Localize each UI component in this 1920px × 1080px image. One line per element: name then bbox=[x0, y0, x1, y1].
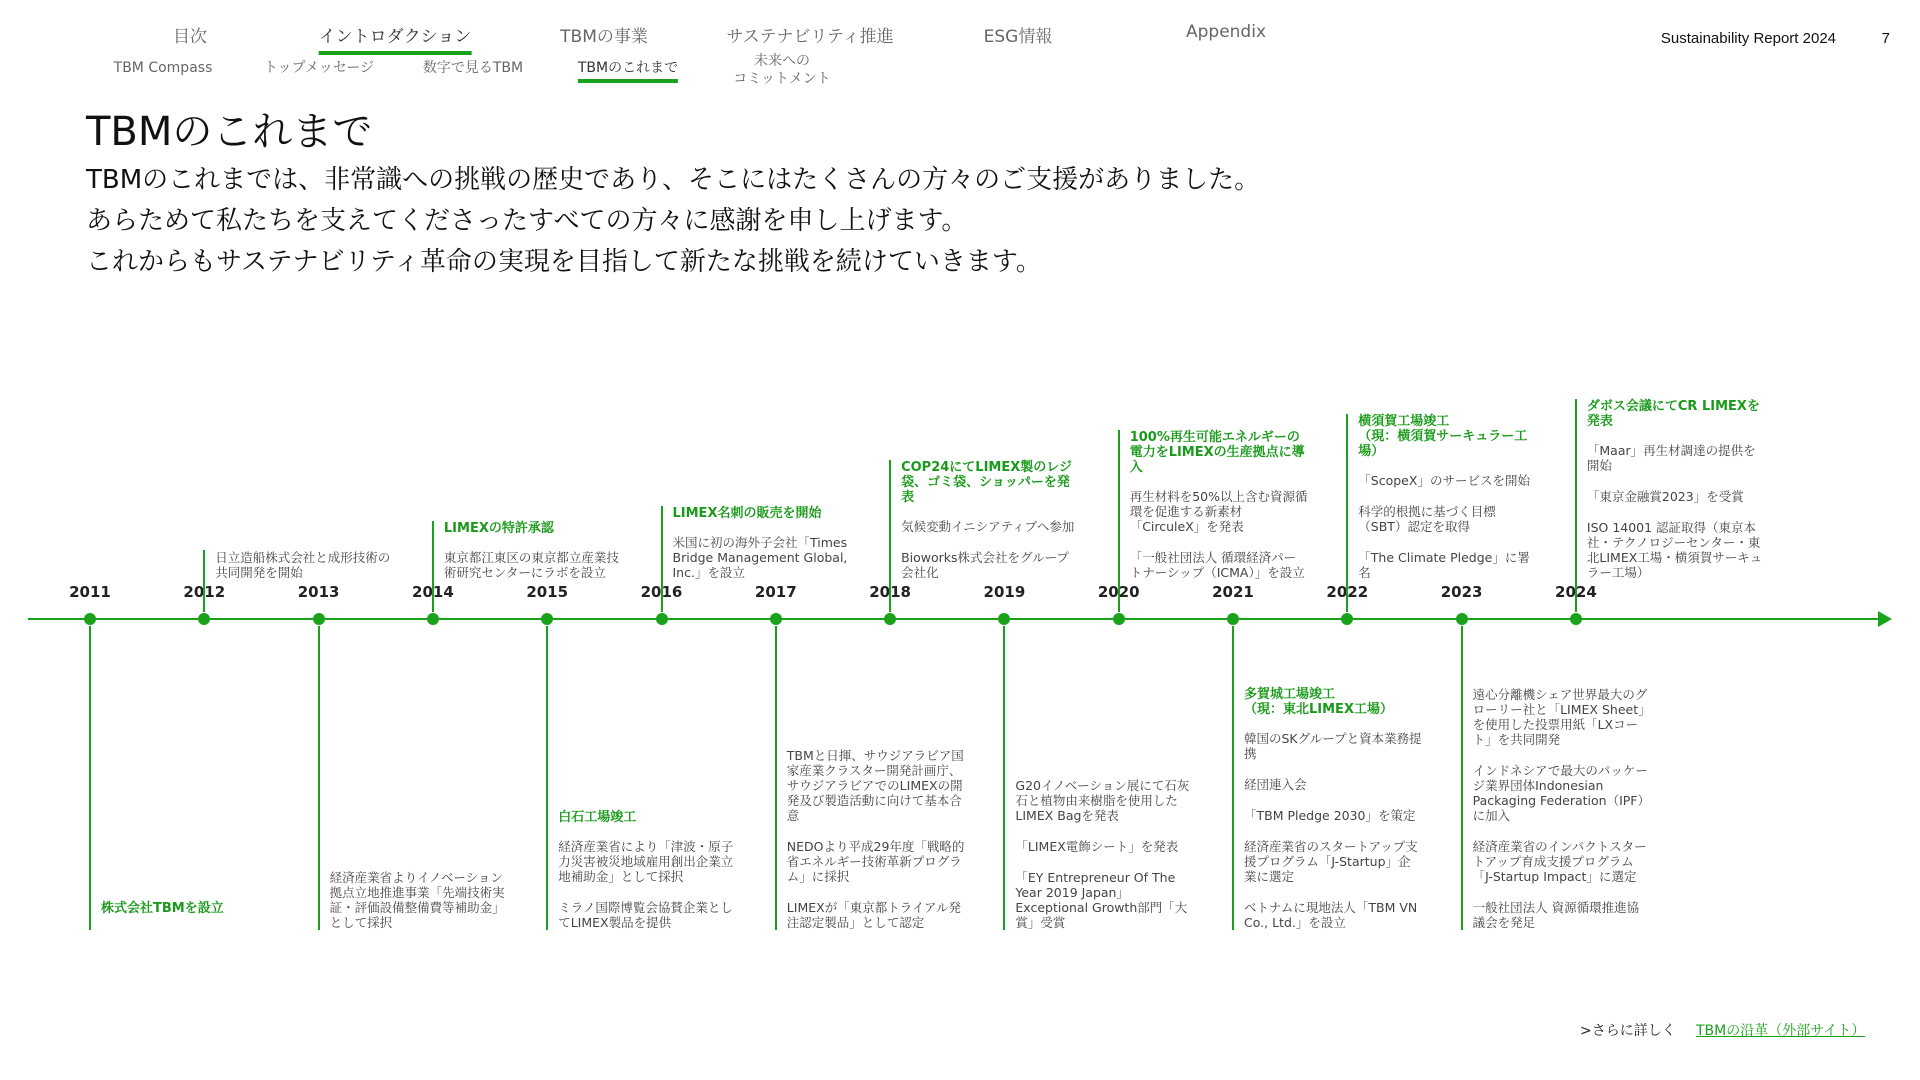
subnav-tbm-history[interactable]: TBMのこれまで bbox=[578, 59, 678, 83]
page-title: TBMのこれまで bbox=[86, 109, 373, 155]
event-item: 「TBM Pledge 2030」を策定 bbox=[1244, 808, 1416, 823]
year-marker bbox=[1456, 613, 1468, 625]
year-label: 2012 bbox=[183, 583, 226, 601]
year-marker bbox=[770, 613, 782, 625]
event-title: COP24にてLIMEX製のレジ袋、ゴミ袋、ショッパーを発表 bbox=[901, 460, 1072, 505]
event-item: 科学的根拠に基づく目標（SBT）認定を取得 bbox=[1358, 504, 1496, 534]
year-marker bbox=[427, 613, 439, 625]
year-label: 2016 bbox=[640, 583, 683, 601]
report-title: Sustainability Report 2024 bbox=[1660, 30, 1836, 47]
year-label: 2015 bbox=[526, 583, 569, 601]
event-item: TBMと日揮、サウジアラビア国家産業クラスター開発計画庁、サウジアラビアでのLIMEXの開発及び製造活動に向けて基本合意 bbox=[786, 748, 964, 823]
intro-line: TBMのこれまでは、非常識への挑戦の歴史であり、そこにはたくさんの方々のご支援がありました。 bbox=[86, 165, 1261, 195]
event-item: NEDOより平成29年度「戦略的省エネルギー技術革新プログラム」に採択 bbox=[786, 839, 965, 884]
nav-tab-appendix[interactable]: Appendix bbox=[1185, 22, 1267, 42]
timeline-event bbox=[661, 506, 851, 612]
year-label: 2019 bbox=[983, 583, 1026, 601]
timeline-event bbox=[89, 626, 279, 930]
event-item: 「一般社団法人 循環経済パートナーシップ（ICMA）」を設立 bbox=[1129, 550, 1305, 580]
timeline-event bbox=[1461, 626, 1651, 930]
event-item: 日立造船株式会社と成形技術の共同開発を開始 bbox=[215, 550, 391, 580]
event-item: インドネシアで最大のパッケージ業界団体Indonesian Packaging Federation（IPF）に加入 bbox=[1472, 763, 1650, 823]
event-title: 100%再生可能エネルギーの電力をLIMEXの生産拠点に導入 bbox=[1129, 430, 1305, 475]
subnav-tbm-in-numbers[interactable]: 数字で見るTBM bbox=[422, 60, 524, 76]
event-item: 経済産業省により「津波・原子力災害被災地域雇用創出企業立地補助金」として採択 bbox=[558, 839, 734, 884]
year-marker bbox=[1341, 613, 1353, 625]
timeline-event bbox=[889, 460, 1079, 612]
event-title: LIMEXの特許承認 bbox=[443, 521, 554, 536]
event-item: 「Maar」再生材調達の提供を開始 bbox=[1586, 443, 1756, 473]
more-details-label: >さらに詳しく bbox=[1580, 1023, 1676, 1039]
event-item: Bioworks株式会社をグループ会社化 bbox=[901, 550, 1070, 580]
year-marker bbox=[84, 613, 96, 625]
timeline-event bbox=[546, 626, 736, 930]
year-marker bbox=[313, 613, 325, 625]
event-title: 白石工場竣工 bbox=[558, 810, 637, 825]
timeline-event bbox=[1118, 430, 1308, 612]
subnav-future-commitment[interactable]: 未来への コミットメント bbox=[733, 53, 831, 87]
year-label: 2011 bbox=[69, 583, 111, 601]
event-item: ISO 14001 認証取得（東京本社・テクノロジーセンター・東北LIMEX工場・横須賀サーキュラー工場） bbox=[1586, 520, 1763, 580]
event-title: 株式会社TBMを設立 bbox=[101, 901, 224, 916]
year-marker bbox=[541, 613, 553, 625]
event-item: 「EY Entrepreneur Of The Year 2019 Japan」Exceptional Growth部門「大賞」受賞 bbox=[1015, 870, 1188, 930]
intro-text bbox=[86, 160, 1260, 283]
event-item: 「東京金融賞2023」を受賞 bbox=[1586, 489, 1744, 504]
timeline-event bbox=[1003, 626, 1193, 930]
event-item: 遠心分離機シェア世界最大のグローリー社と「LIMEX Sheet」を使用した投票用紙「LXコート」を共同開発 bbox=[1472, 687, 1651, 747]
event-item: 「ScopeX」のサービスを開始 bbox=[1358, 473, 1530, 488]
timeline-event bbox=[432, 521, 622, 612]
nav-tab-esg[interactable]: ESG情報 bbox=[983, 27, 1053, 47]
event-title: LIMEX名刺の販売を開始 bbox=[672, 506, 822, 521]
timeline-event bbox=[1346, 414, 1536, 612]
year-label: 2023 bbox=[1440, 583, 1483, 601]
event-item: 再生材料を50%以上含む資源循環を促進する新素材「CirculeX」を発表 bbox=[1129, 489, 1308, 534]
tbm-history-external-link[interactable]: TBMの沿革（外部サイト） bbox=[1696, 1023, 1866, 1039]
page-number: 7 bbox=[1881, 30, 1890, 47]
subnav-top-message[interactable]: トップメッセージ bbox=[263, 60, 375, 76]
event-title: ダボス会議にてCR LIMEXを発表 bbox=[1586, 399, 1760, 429]
year-label: 2013 bbox=[297, 583, 340, 601]
year-label: 2022 bbox=[1326, 583, 1369, 601]
year-label: 2021 bbox=[1212, 583, 1254, 601]
timeline-event bbox=[775, 626, 965, 930]
event-item: 米国に初の海外子会社「Times Bridge Management Global, Inc.」を設立 bbox=[672, 535, 848, 580]
timeline-event bbox=[1575, 399, 1765, 612]
nav-tab-contents[interactable]: 目次 bbox=[173, 27, 207, 47]
year-marker bbox=[1227, 613, 1239, 625]
year-marker bbox=[1570, 613, 1582, 625]
event-item: 気候変動イニシアティブへ参加 bbox=[901, 519, 1075, 534]
event-item: 経済産業省よりイノベーション拠点立地推進事業「先端技術実証・評価設備整備費等補助金」として採択 bbox=[329, 870, 505, 930]
event-item: 経団連入会 bbox=[1244, 777, 1307, 792]
year-label: 2014 bbox=[412, 583, 454, 601]
event-title: 多賀城工場竣工 （現：東北LIMEX工場） bbox=[1244, 687, 1393, 717]
intro-line: あらためて私たちを支えてくださったすべての方々に感謝を申し上げます。 bbox=[86, 206, 968, 236]
event-item: 韓国のSKグループと資本業務提携 bbox=[1244, 731, 1422, 761]
year-marker bbox=[1113, 613, 1125, 625]
year-label: 2017 bbox=[754, 583, 797, 601]
timeline-axis bbox=[28, 618, 1888, 620]
timeline-event bbox=[203, 550, 393, 612]
timeline-event bbox=[1232, 626, 1422, 930]
event-item: 「LIMEX電飾シート」を発表 bbox=[1015, 839, 1179, 854]
year-marker bbox=[884, 613, 896, 625]
timeline-arrow-icon bbox=[1878, 611, 1892, 627]
event-item: LIMEXが「東京都トライアル発注認定製品」として認定 bbox=[786, 900, 961, 930]
event-item: 「The Climate Pledge」に署名 bbox=[1358, 550, 1530, 580]
nav-tab-business[interactable]: TBMの事業 bbox=[560, 27, 648, 47]
year-label: 2020 bbox=[1097, 583, 1140, 601]
year-label: 2018 bbox=[869, 583, 911, 601]
timeline-event bbox=[318, 626, 508, 930]
event-title: 横須賀工場竣工 （現：横須賀サーキュラー工場） bbox=[1358, 414, 1528, 459]
year-label: 2024 bbox=[1555, 583, 1597, 601]
event-item: G20イノベーション展にて石灰石と植物由来樹脂を使用したLIMEX Bagを発表 bbox=[1015, 778, 1190, 823]
event-item: 一般社団法人 資源循環推進協議会を発足 bbox=[1472, 900, 1640, 930]
nav-tab-sustainability[interactable]: サステナビリティ推進 bbox=[726, 27, 894, 47]
intro-line: これからもサステナビリティ革命の実現を目指して新たな挑戦を続けていきます。 bbox=[86, 247, 1042, 277]
event-item: 経済産業省のインパクトスタートアップ育成支援プログラム「J-Startup Impact」に選定 bbox=[1472, 839, 1647, 884]
year-marker bbox=[656, 613, 668, 625]
event-item: 経済産業省のスタートアップ支援プログラム「J-Startup」企業に選定 bbox=[1244, 839, 1418, 884]
subnav-tbm-compass[interactable]: TBM Compass bbox=[113, 60, 213, 76]
year-marker bbox=[198, 613, 210, 625]
year-marker bbox=[998, 613, 1010, 625]
event-item: ベトナムに現地法人「TBM VN Co., Ltd.」を設立 bbox=[1244, 900, 1418, 930]
event-item: ミラノ国際博覧会協賛企業としてLIMEX製品を提供 bbox=[558, 900, 733, 930]
event-item: 東京都江東区の東京都立産業技術研究センターにラボを設立 bbox=[443, 550, 619, 580]
nav-tab-introduction[interactable]: イントロダクション bbox=[319, 22, 472, 55]
